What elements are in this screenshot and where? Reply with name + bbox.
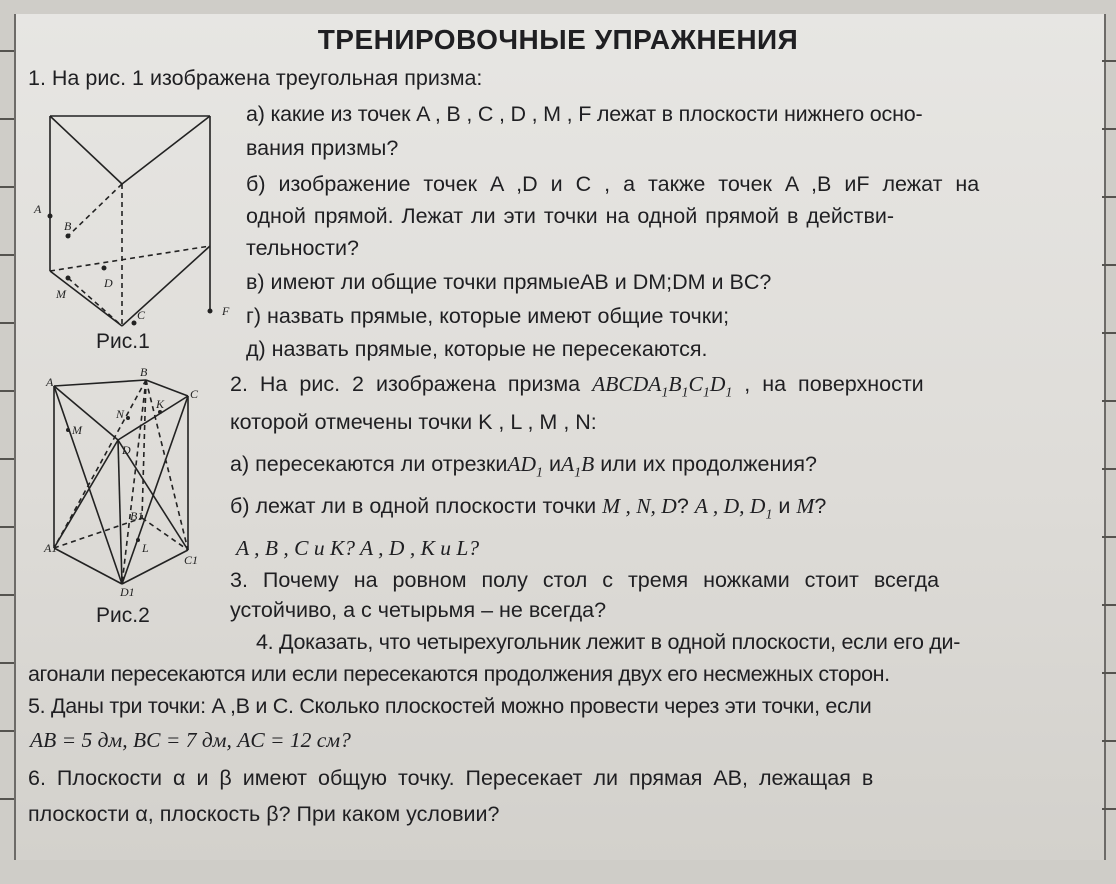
fig2-label-A1: A1 [44, 541, 58, 555]
fig2-label-D1: D1 [120, 585, 135, 596]
fig1-label-C: C [137, 308, 146, 322]
exercise-4-line-2: агонали пересекаются или если пересекаются продолжения двух его несмежных сторон. [28, 662, 890, 686]
fig2-label-D: D [122, 443, 131, 457]
fig1-edge [122, 116, 210, 184]
exercise-1-heading: 1. На рис. 1 изображена треугольная призма: [28, 66, 483, 90]
fig1-label-F: F [222, 304, 230, 318]
exercise-1b-line-1: б) изображение точек A ,D и C , а также точек A ,B иF лежат на [246, 172, 980, 196]
fig2-label-C1: C1 [184, 553, 199, 567]
exercise-1e: д) назвать прямые, которые не пересекаются. [246, 337, 708, 361]
fig2-label-M: M [72, 423, 82, 437]
exercise-1d: г) назвать прямые, которые имеют общие точки; [246, 304, 730, 328]
figure-1-caption: Рис.1 [96, 330, 150, 353]
exercise-2b-line-2: A , B , C и K? A , D , K и L? [236, 536, 480, 560]
exercise-1a-line-2: вания призмы? [246, 136, 399, 160]
fig2-label-K: K [156, 397, 165, 411]
fig1-label-A: A [34, 202, 42, 216]
exercise-3-line-2: устойчиво, а с четырьмя – не всегда? [230, 598, 607, 622]
exercise-1c: в) имеют ли общие точки прямыеAB и DM;DM и BC? [246, 270, 772, 294]
fig2-edge [118, 440, 122, 584]
fig1-edge [50, 116, 122, 184]
exercise-3-line-1: 3. Почему на ровном полу стол с тремя ножками стоит всегда [230, 568, 940, 592]
fig1-label-B: B [64, 219, 72, 233]
fig2-label-B1: B1 [130, 509, 144, 523]
fig2-label-L: L [142, 541, 149, 555]
exercise-2-heading-line-2: которой отмечены точки K , L , M , N: [230, 410, 597, 434]
exercise-2-heading [230, 372, 924, 401]
exercise-5-line-1: 5. Даны три точки: A ,B и C. Сколько плоскостей можно провести через эти точки, если [28, 694, 872, 718]
fig2-label-A: A [46, 375, 54, 389]
fig2-edge [146, 380, 188, 396]
exercise-1b-line-3: тельности? [246, 236, 359, 260]
exercise-6-line-2: плоскости α, плоскость β? При каком условии? [28, 802, 500, 826]
figure-2-quadrilateral-prism [38, 366, 218, 596]
exercise-5-line-2: AB = 5 дм, BC = 7 дм, AC = 12 см? [30, 728, 351, 752]
fig1-hidden-edge [68, 184, 122, 236]
fig1-label-D: D [104, 276, 113, 290]
exercise-2a: а) пересекаются ли отрезкиAD$_1$ $иA_1B$ или их продолжения? [230, 452, 817, 481]
exercise-1a-line-1: а) какие из точек A , B , C , D , M , F лежат в плоскости нижнего осно- [246, 102, 923, 126]
fig1-hidden-edge [68, 278, 122, 326]
fig2-label-N: N [116, 407, 125, 421]
exercise-6-line-1: 6. Плоскости α и β имеют общую точку. Пересекает ли прямая AB, лежащая в [28, 766, 874, 790]
fig1-edge [122, 246, 210, 326]
fig1-label-M: M [56, 287, 66, 301]
figure-1-triangular-prism [20, 96, 240, 336]
fig2-label-B: B [140, 366, 148, 379]
figure-2-caption: Рис.2 [96, 604, 150, 627]
exercise-4-line-1: 4. Доказать, что четырехугольник лежит в одной плоскости, если его ди- [256, 630, 961, 654]
fig2-label-C: C [190, 387, 199, 401]
fig2-edge [54, 380, 146, 386]
exercise-2-heading-text: 2. На рис. 2 изображена призма $ABCDA_1B_1C_1D_1$ , на поверхности [230, 372, 924, 401]
page-title: ТРЕНИРОВОЧНЫЕ УПРАЖНЕНИЯ [317, 24, 799, 55]
exercise-1b-line-2: одной прямой. Лежат ли эти точки на одной прямой в действи- [246, 204, 895, 228]
exercise-2b: б) лежат ли в одной плоскости точки M , N, D? A , D, $D_1$ и M? [230, 494, 827, 523]
